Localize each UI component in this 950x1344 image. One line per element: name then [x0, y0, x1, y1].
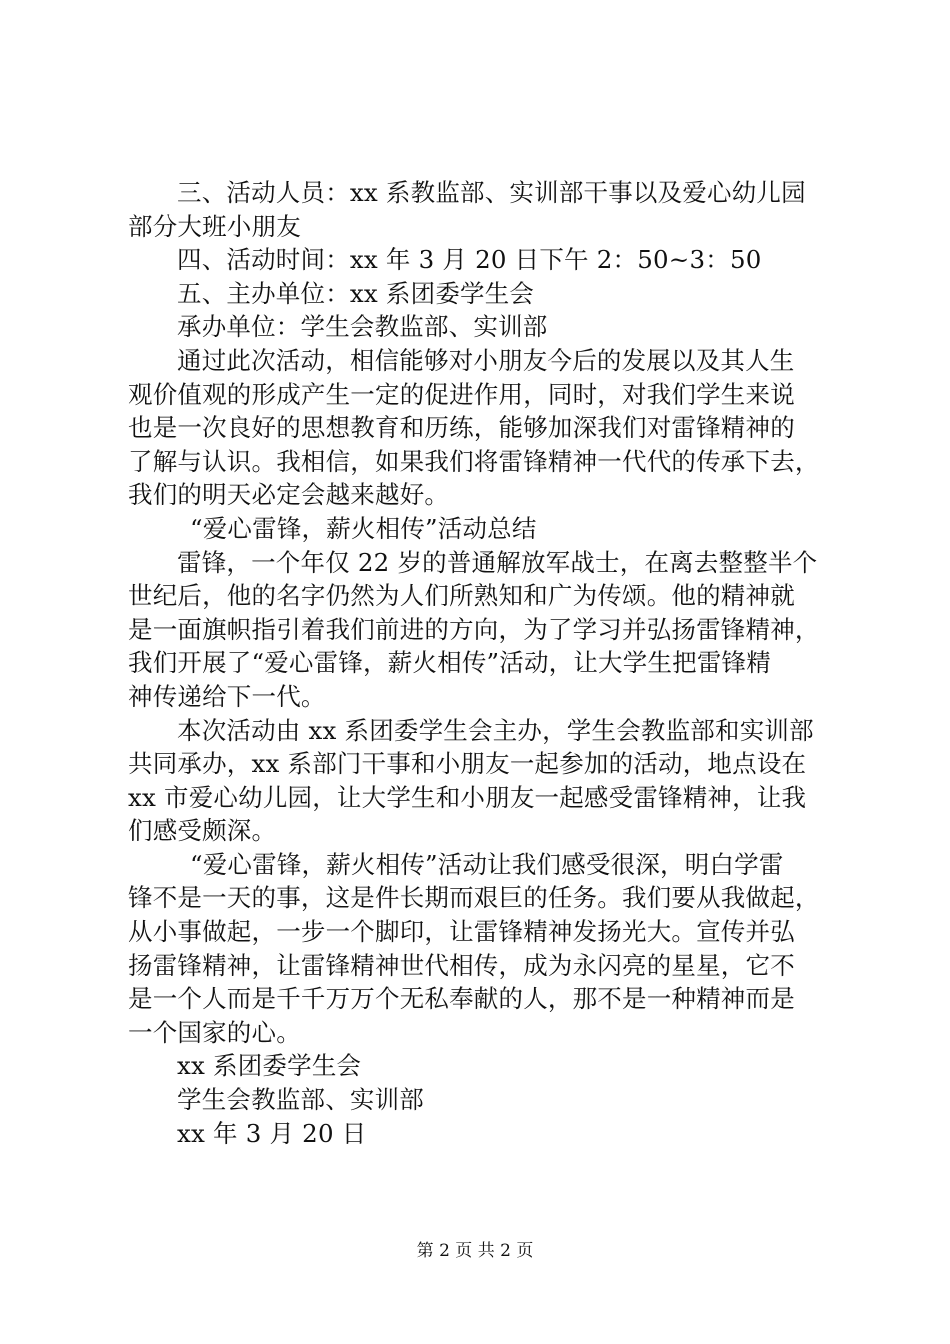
document-body: [128, 176, 838, 1150]
text-line: 共同承办，xx 系部门干事和小朋友一起参加的活动，地点设在: [128, 749, 807, 779]
text-line: 是一面旗帜指引着我们前进的方向，为了学习并弘扬雷锋精神，: [128, 614, 820, 644]
text-line: 我们开展了“爱心雷锋，薪火相传”活动，让大学生把雷锋精: [128, 648, 771, 678]
text-line: 三、活动人员：xx 系教监部、实训部干事以及爱心幼儿园: [177, 178, 806, 207]
signature-dept: 学生会教监部、实训部: [177, 1085, 424, 1115]
text-line: 我们的明天必定会越来越好。: [128, 480, 450, 510]
signature-org: xx 系团委学生会: [177, 1051, 362, 1081]
text-line: 是一个人而是千千万万个无私奉献的人，那不是一种精神而是: [128, 984, 795, 1014]
text-line: 本次活动由 xx 系团委学生会主办，学生会教监部和实训部: [177, 715, 814, 745]
text-line: 一个国家的心。: [128, 1017, 301, 1047]
section-title: “爱心雷锋，薪火相传”活动总结: [190, 513, 537, 543]
text-line: 五、主办单位：xx 系团委学生会: [177, 278, 535, 308]
text-line: 了解与认识。我相信，如果我们将雷锋精神一代代的传承下去，: [128, 446, 820, 476]
text-line: 锋不是一天的事，这是件长期而艰巨的任务。我们要从我做起，: [128, 883, 820, 913]
text-line: xx 市爱心幼儿园，让大学生和小朋友一起感受雷锋精神，让我: [128, 782, 807, 812]
text-line: “爱心雷锋，薪火相传”活动让我们感受很深，明白学雷: [190, 849, 784, 879]
text-line: 观价值观的形成产生一定的促进作用，同时，对我们学生来说: [128, 379, 795, 409]
text-line: 扬雷锋精神，让雷锋精神世代相传，成为永闪亮的星星，它不: [128, 950, 795, 980]
text-line: 世纪后，他的名字仍然为人们所熟知和广为传颂。他的精神就: [128, 581, 795, 611]
text-line: 们感受颇深。: [128, 816, 277, 846]
text-line: 雷锋，一个年仅 22 岁的普通解放军战士，在离去整整半个: [177, 547, 818, 577]
text-line: 从小事做起，一步一个脚印，让雷锋精神发扬光大。宣传并弘: [128, 917, 795, 947]
text-line: 神传递给下一代。: [128, 681, 326, 711]
page-footer: [0, 1240, 950, 1262]
text-line: 也是一次良好的思想教育和历练，能够加深我们对雷锋精神的: [128, 413, 795, 443]
signature-date: xx 年 3 月 20 日: [177, 1118, 367, 1148]
text-line: 四、活动时间：xx 年 3 月 20 日下午 2：50~3：50: [177, 245, 762, 275]
text-line: 通过此次活动，相信能够对小朋友今后的发展以及其人生: [177, 345, 795, 375]
page-number: 第 2 页 共 2 页: [416, 1241, 534, 1261]
text-line: 部分大班小朋友: [128, 211, 301, 241]
text-line: 承办单位：学生会教监部、实训部: [177, 312, 548, 342]
